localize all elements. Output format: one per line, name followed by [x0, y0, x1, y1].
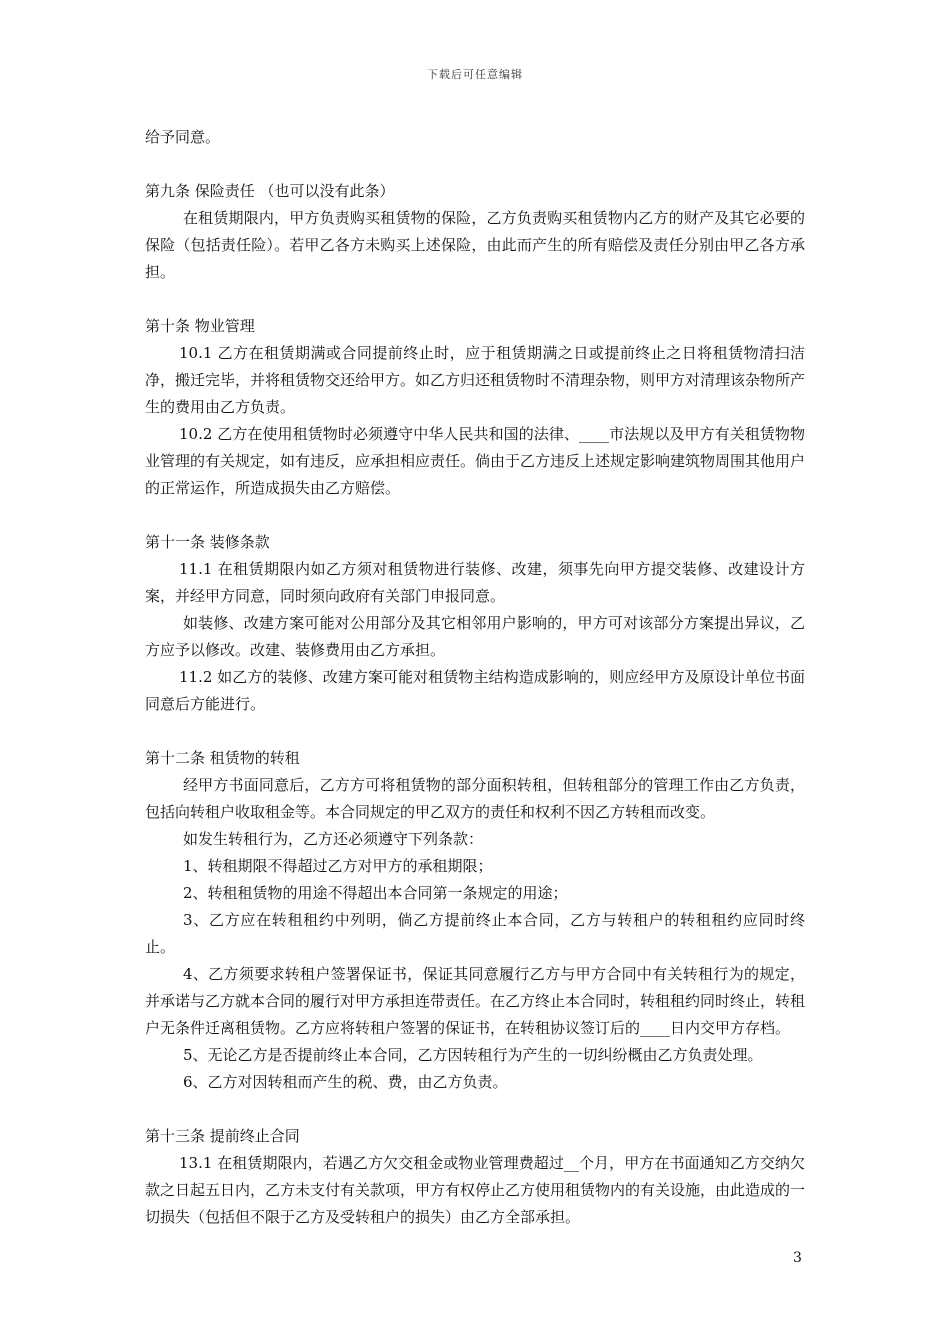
- article-12-intro: 如发生转租行为，乙方还必须遵守下列条款：: [183, 830, 484, 848]
- article-12-item-5: 5、无论乙方是否提前终止本合同，乙方因转租行为产生的一切纠纷概由乙方负责处理。: [183, 1046, 763, 1064]
- spacer: [145, 1096, 805, 1123]
- article-12-item-3: 3、乙方应在转租租约中列明，倘乙方提前终止本合同，乙方与转租户的转租租约应同时终止。: [145, 911, 805, 956]
- article-13-title: 第十三条 提前终止合同: [145, 1127, 300, 1145]
- article-10-title: 第十条 物业管理: [145, 317, 255, 335]
- article-9-title: 第九条 保险责任 （也可以没有此条）: [145, 182, 395, 200]
- spacer: [145, 286, 805, 313]
- clause-13-1: 13.1 在租赁期限内，若遇乙方欠交租金或物业管理费超过__个月，甲方在书面通知乙方交纳欠款之日起五日内，乙方未支付有关款项，甲方有权停止乙方使用租赁物内的有关设施，由此造成的一切损失（包括但不限于乙方及受转租户的损失）由乙方全部承担。: [145, 1154, 806, 1226]
- article-12-title: 第十二条 租赁物的转租: [145, 749, 300, 767]
- clause-10-1: 10.1 乙方在租赁期满或合同提前终止时，应于租赁期满之日或提前终止之日将租赁物清扫洁净，搬迁完毕，并将租赁物交还给甲方。如乙方归还租赁物时不清理杂物，则甲方对清理该杂物所产生的费用由乙方负责。: [145, 344, 806, 416]
- clause-10-2: 10.2 乙方在使用租赁物时必须遵守中华人民共和国的法律、____市法规以及甲方有关租赁物物业管理的有关规定，如有违反，应承担相应责任。倘由于乙方违反上述规定影响建筑物周围其他用户的正常运作，所造成损失由乙方赔偿。: [145, 425, 806, 497]
- spacer: [145, 718, 805, 745]
- spacer: [145, 502, 805, 529]
- article-11-title: 第十一条 装修条款: [145, 533, 270, 551]
- document-body: [145, 124, 805, 1231]
- clause-11-1: 11.1 在租赁期限内如乙方须对租赁物进行装修、改建，须事先向甲方提交装修、改建设计方案，并经甲方同意，同时须向政府有关部门申报同意。: [145, 560, 805, 605]
- paragraph-continuation: 给予同意。: [145, 128, 221, 146]
- page-header: 下载后可任意编辑: [427, 68, 523, 81]
- page-number: 3: [793, 1250, 802, 1266]
- article-12-item-1: 1、转租期限不得超过乙方对甲方的承租期限；: [183, 857, 493, 875]
- article-12-item-2: 2、转租租赁物的用途不得超出本合同第一条规定的用途；: [183, 884, 568, 902]
- article-12-paragraph: 经甲方书面同意后，乙方方可将租赁物的部分面积转租，但转租部分的管理工作由乙方负责，包括向转租户收取租金等。本合同规定的甲乙双方的责任和权利不因乙方转租而改变。: [145, 776, 805, 821]
- spacer: [145, 151, 805, 178]
- article-12-item-4: 4、乙方须要求转租户签署保证书，保证其同意履行乙方与甲方合同中有关转租行为的规定，并承诺与乙方就本合同的履行对甲方承担连带责任。在乙方终止本合同时，转租租约同时终止，转租户无条件迁离租赁物。乙方应将转租户签署的保证书，在转租协议签订后的____日内交甲方存档。: [145, 965, 806, 1037]
- article-9-paragraph: 在租赁期限内，甲方负责购买租赁物的保险，乙方负责购买租赁物内乙方的财产及其它必要的保险（包括责任险）。若甲乙各方未购买上述保险，由此而产生的所有赔偿及责任分别由甲乙各方承担。: [145, 209, 805, 281]
- clause-11-1-continued: 如装修、改建方案可能对公用部分及其它相邻用户影响的，甲方可对该部分方案提出异议，乙方应予以修改。改建、装修费用由乙方承担。: [145, 614, 805, 659]
- clause-11-2: 11.2 如乙方的装修、改建方案可能对租赁物主结构造成影响的，则应经甲方及原设计单位书面同意后方能进行。: [145, 668, 805, 713]
- article-12-item-6: 6、乙方对因转租而产生的税、费，由乙方负责。: [183, 1073, 508, 1091]
